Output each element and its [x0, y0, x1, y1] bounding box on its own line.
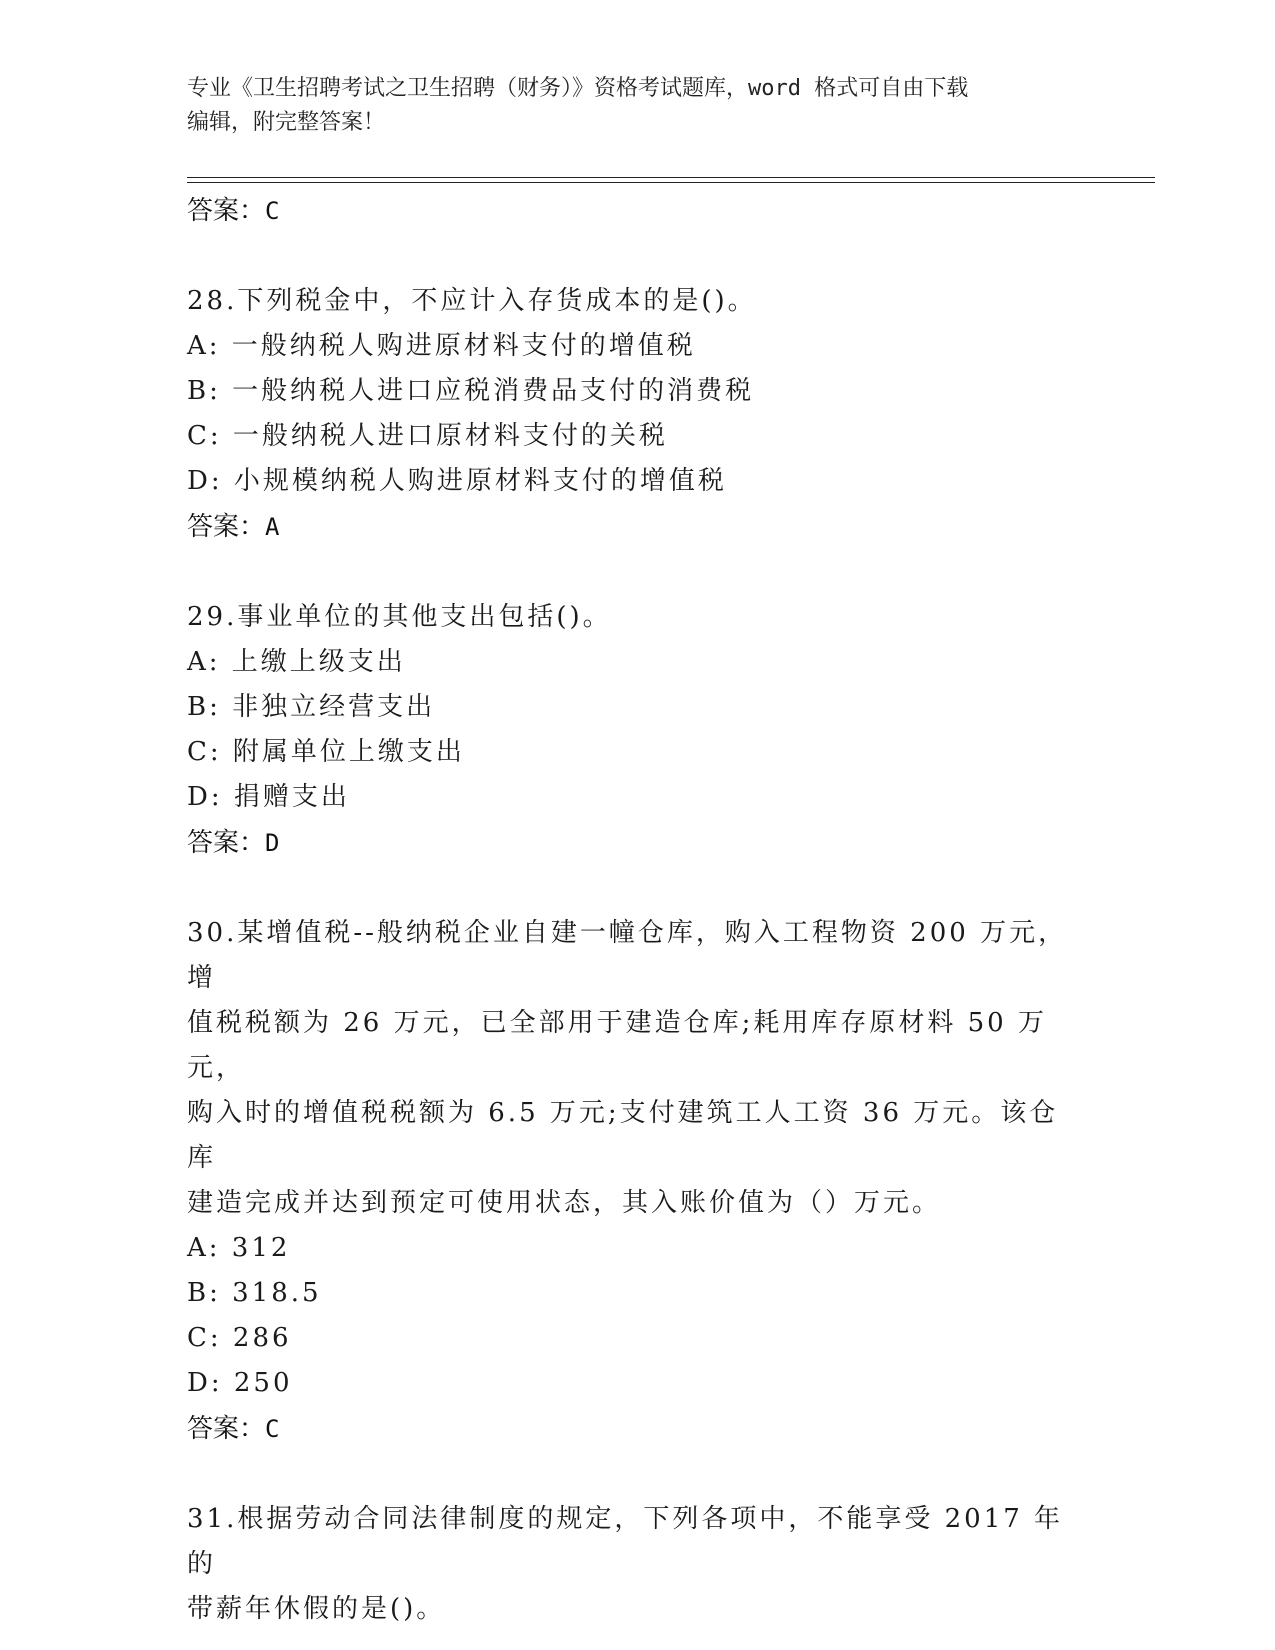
option-c: C: 一般纳税人进口原材料支付的关税 — [187, 421, 668, 451]
spacer — [187, 234, 1087, 279]
spacer — [187, 1452, 1087, 1497]
answer-label: 答案： — [187, 828, 266, 858]
option-a: A: 上缴上级支出 — [187, 647, 406, 677]
option-d: D: 250 — [187, 1368, 293, 1398]
answer-value: C — [265, 197, 280, 225]
option-a: A: 312 — [187, 1233, 291, 1263]
page-header — [187, 72, 1067, 140]
question-stem-line: 带薪年休假的是()。 — [187, 1594, 446, 1624]
header-line-2: 编辑，附完整答案！ — [187, 110, 386, 135]
answer-line — [187, 1406, 1087, 1452]
option-b: B: 非独立经营支出 — [187, 692, 436, 722]
spacer — [187, 550, 1087, 595]
question-stem — [187, 1497, 1087, 1632]
question-stem-line: 28.下列税金中，不应计入存货成本的是()。 — [187, 286, 757, 316]
question-block — [187, 1497, 1087, 1632]
option-b: B: 一般纳税人进口应税消费品支付的消费税 — [187, 376, 755, 406]
option-d: D: 捐赠支出 — [187, 782, 350, 812]
question-stem-line: 建造完成并达到预定可使用状态，其入账价值为（）万元。 — [187, 1188, 942, 1218]
option-c: C: 286 — [187, 1323, 292, 1353]
answer-value: C — [265, 1415, 280, 1443]
answer-label: 答案： — [187, 512, 266, 542]
question-list — [187, 188, 1087, 1632]
answer-line — [187, 820, 1087, 866]
question-stem-line: 值税税额为 26 万元，已全部用于建造仓库;耗用库存原材料 50 万元， — [187, 1008, 1047, 1083]
question-block — [187, 911, 1087, 1452]
option-c: C: 附属单位上缴支出 — [187, 737, 465, 767]
question-block — [187, 595, 1087, 866]
option-d: D: 小规模纳税人购进原材料支付的增值税 — [187, 466, 727, 496]
option-b: B: 318.5 — [187, 1278, 322, 1308]
answer-line — [187, 188, 1087, 234]
answer-line — [187, 504, 1087, 550]
question-block — [187, 279, 1087, 550]
header-line-1: 专业《卫生招聘考试之卫生招聘（财务）》资格考试题库，word 格式可自由下载 — [187, 76, 969, 101]
answer-value: A — [265, 513, 280, 541]
option-a: A: 一般纳税人购进原材料支付的增值税 — [187, 331, 696, 361]
question-stem — [187, 279, 1087, 324]
answer-label: 答案： — [187, 1414, 266, 1444]
question-stem-line: 29.事业单位的其他支出包括()。 — [187, 602, 612, 632]
question-stem-line: 31.根据劳动合同法律制度的规定，下列各项中，不能享受 2017 年的 — [187, 1504, 1064, 1579]
question-stem — [187, 595, 1087, 640]
spacer — [187, 866, 1087, 911]
answer-value: D — [265, 829, 280, 857]
question-stem-line: 30.某增值税--般纳税企业自建一幢仓库，购入工程物资 200 万元，增 — [187, 918, 1068, 993]
answer-label: 答案： — [187, 196, 266, 226]
question-stem — [187, 911, 1087, 1226]
question-stem-line: 购入时的增值税税额为 6.5 万元;支付建筑工人工资 36 万元。该仓库 — [187, 1098, 1059, 1173]
header-divider — [187, 177, 1155, 183]
